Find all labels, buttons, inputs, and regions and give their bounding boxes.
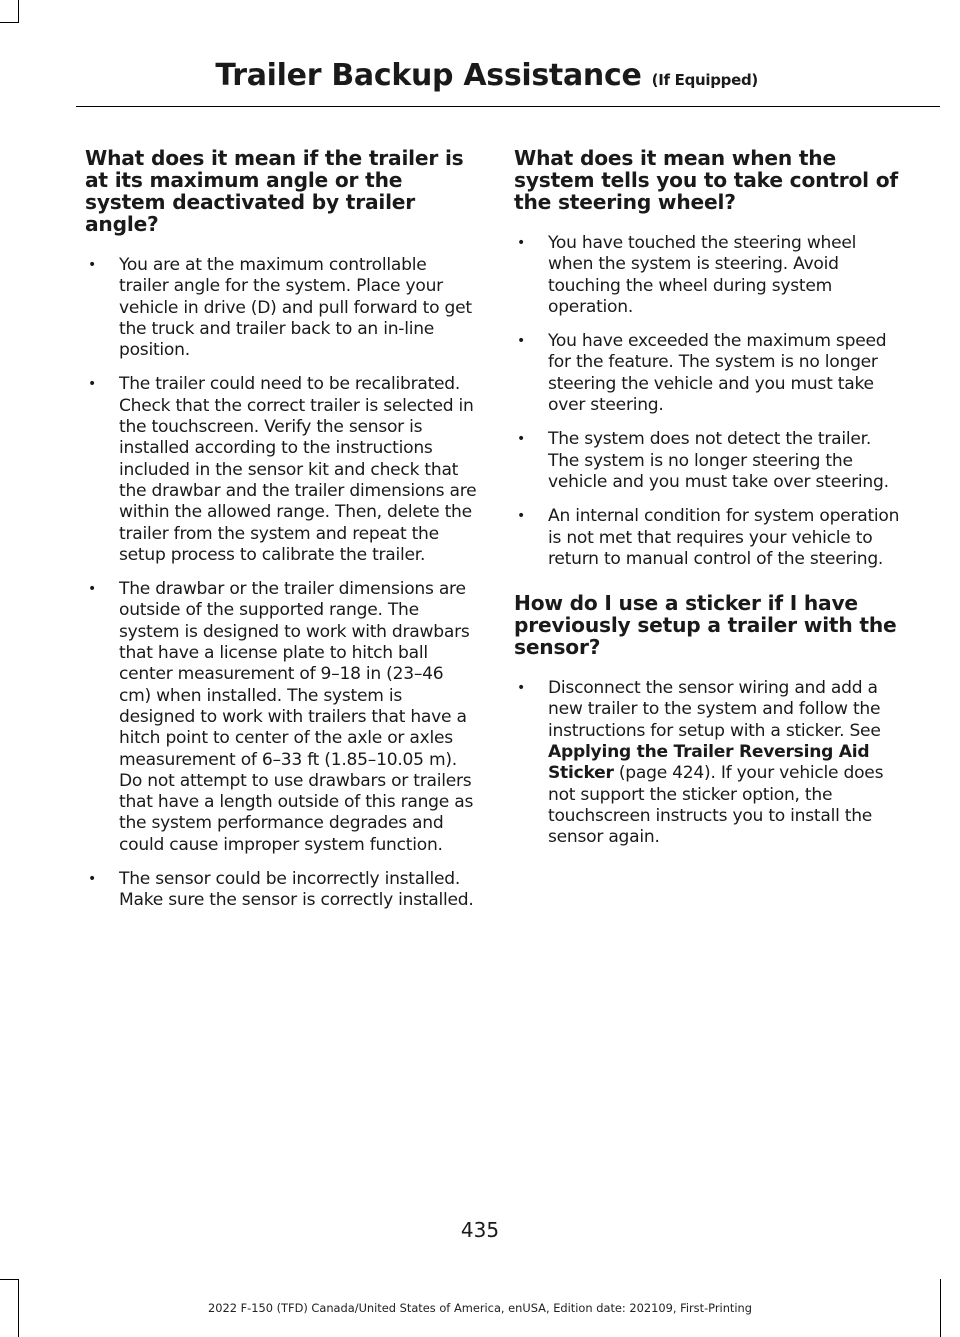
- list-item-text: You have touched the steering wheel when the system is steering. Avoid touching the wheel during system operation.: [548, 233, 857, 317]
- crop-mark: [18, 0, 19, 22]
- header-title: Trailer Backup Assistance: [215, 58, 642, 93]
- list-item-text: The sensor could be incorrectly installed. Make sure the sensor is correctly installed.: [119, 869, 474, 911]
- bullet-icon: •: [517, 235, 526, 251]
- list-item: [514, 506, 906, 570]
- list-item-text: The system does not detect the trailer. The system is no longer steering the vehicle and you must take over steering.: [548, 429, 889, 492]
- list-item: [85, 374, 477, 566]
- bullet-icon: •: [88, 257, 97, 273]
- bullet-icon: •: [88, 581, 97, 598]
- footer-text: 2022 F-150 (TFD) Canada/United States of America, enUSA, Edition date: 202109, First-Printing: [207, 1301, 753, 1315]
- list-item: [514, 678, 906, 848]
- header-subtitle: (If Equipped): [651, 71, 758, 89]
- section-heading: What does it mean when the system tells you to take control of the steering wheel?: [514, 146, 898, 214]
- list-item-text: You are at the maximum controllable trailer angle for the system. Place your vehicle in drive (D) and pull forward to get the truck and trailer back to an in-line position.: [119, 255, 472, 361]
- page-number: 435: [460, 1218, 500, 1242]
- crop-mark: [0, 22, 19, 23]
- list-item: [514, 233, 906, 318]
- bullet-icon: •: [517, 680, 526, 697]
- list-item: [85, 255, 477, 361]
- left-column: [85, 147, 477, 925]
- page-reference: (page 424).: [613, 763, 716, 784]
- list-item: [85, 579, 477, 856]
- list-item-text: An internal condition for system operation is not met that requires your vehicle to return to manual control of the steering.: [548, 506, 900, 569]
- bullet-icon: •: [88, 376, 97, 393]
- bullet-icon: •: [88, 871, 97, 888]
- list-item-text: The drawbar or the trailer dimensions are outside of the supported range. The system is designed to work with drawbars that have a license plate to hitch ball center measurement of 9–18 in (23–46 cm) when installed. The system is designed to work with trailers that have a hitch point to center of the axle or axles measurement of 6–33 ft (1.85–10.05 m). Do not attempt to use drawbars or trailers that have a length outside of this range as the system performance degrades and could cause improper system function.: [119, 579, 474, 855]
- page-header: [215, 58, 758, 93]
- list-item: [514, 429, 906, 493]
- bullet-list: [514, 678, 906, 848]
- cross-reference-link[interactable]: Applying the Trailer Reversing Aid Sticker: [548, 742, 870, 784]
- crop-mark: [0, 1279, 19, 1280]
- list-item-text: You have exceeded the maximum speed for the feature. The system is no longer steering the vehicle and you must take over steering.: [548, 331, 887, 416]
- header-rule: [76, 106, 940, 107]
- list-item: [85, 869, 477, 912]
- list-item-text: If your vehicle does not support the sticker option, the touchscreen instructs you to install the sensor again.: [548, 763, 884, 848]
- section-heading: What does it mean if the trailer is at its maximum angle or the system deactivated by trailer angle?: [85, 146, 464, 236]
- bullet-icon: •: [517, 333, 526, 350]
- bullet-icon: •: [517, 431, 526, 448]
- right-column: [514, 147, 906, 862]
- bullet-list: [85, 255, 477, 912]
- list-item-text: The trailer could need to be recalibrated. Check that the correct trailer is selected in the touchscreen. Verify the sensor is installed according to the instructions included in the sensor kit and check that the drawbar and the trailer dimensions are within the allowed range. Then, delete the trailer from the system and repeat the setup process to calibrate the trailer.: [119, 374, 477, 565]
- bullet-icon: •: [517, 508, 526, 525]
- list-item-text: Disconnect the sensor wiring and add a new trailer to the system and follow the instructions for setup with a sticker. See: [548, 678, 881, 741]
- section-heading: How do I use a sticker if I have previously setup a trailer with the sensor?: [514, 591, 897, 660]
- list-item: [514, 331, 906, 416]
- bullet-list: [514, 233, 906, 570]
